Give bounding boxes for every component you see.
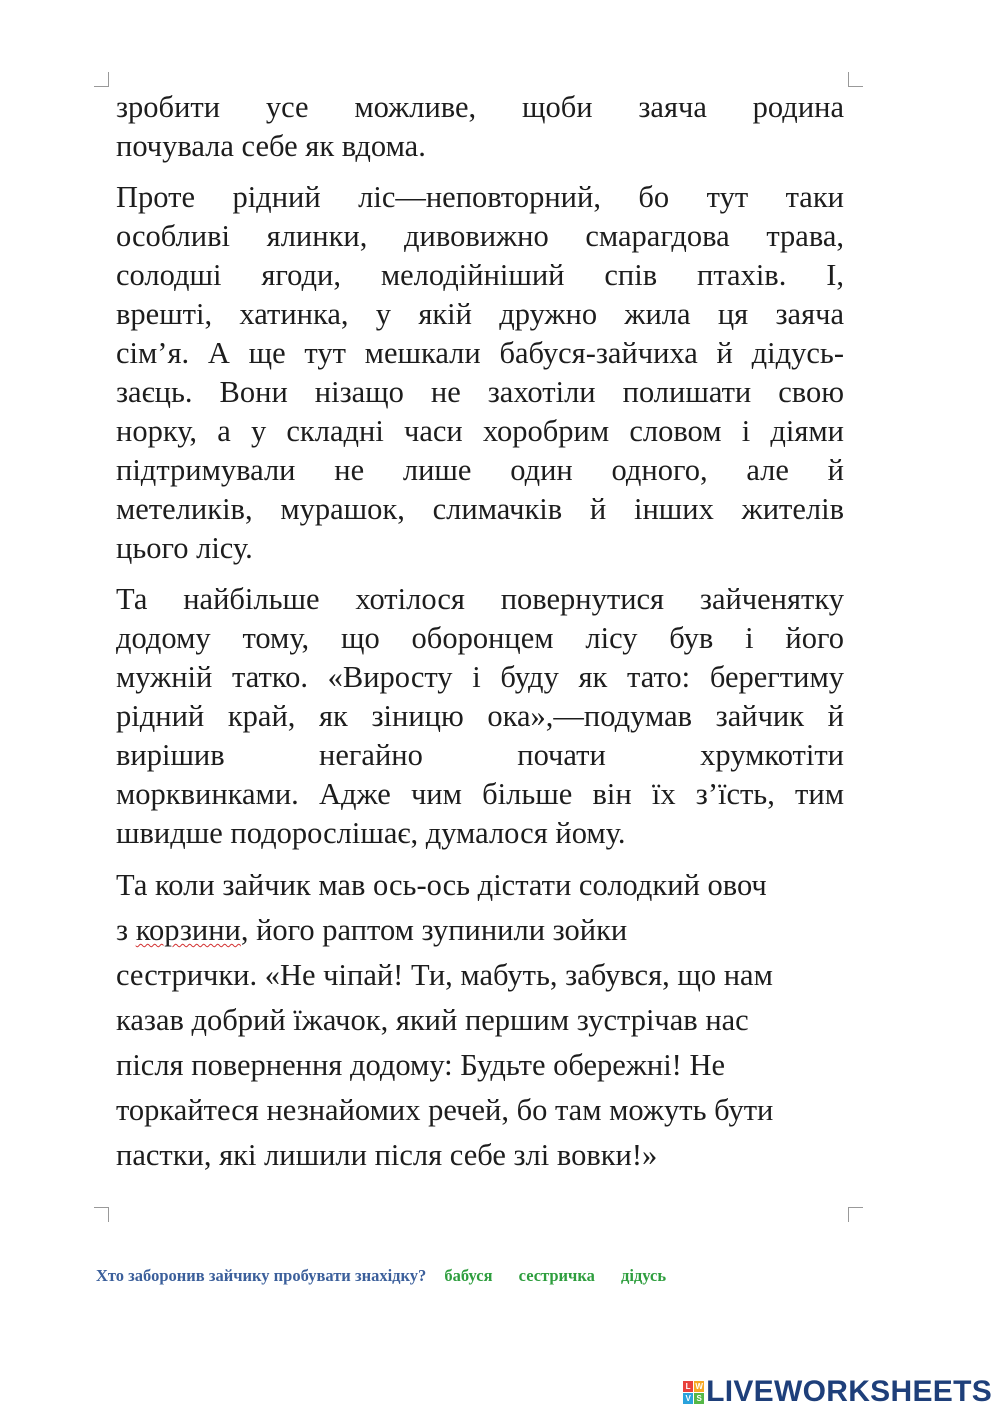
text-line: вирішив негайно почати хрумкотіти (116, 738, 844, 772)
text-line: солодші ягоди, мелодійніший спів птахів. І, (116, 258, 844, 292)
text-line: Та найбільше хотілося повернутися зайченятку (116, 582, 844, 616)
text-line: рідний край, як зіницю ока»,—подумав зайчик й (116, 699, 844, 733)
text-line: метеликів, мурашок, слимачків й інших жителів (116, 492, 844, 526)
liveworksheets-logo (683, 1375, 992, 1409)
quiz-question: Хто заборонив зайчику пробувати знахідку? (96, 1266, 427, 1285)
text-line: Проте рідний ліс—неповторний, бо тут таки (116, 180, 844, 214)
liveworksheets-logo-text: LIVEWORKSHEETS (706, 1375, 992, 1408)
logo-tile: W (695, 1381, 703, 1391)
page-corner-mark-top-left (94, 72, 109, 87)
paragraph-2 (116, 178, 844, 568)
text-line: казав добрий їжачок, який першим зустрічав нас (116, 1003, 749, 1037)
text-line: норку, а у складні часи хоробрим словом і діями (116, 414, 844, 448)
text-line: після повернення додому: Будьте обережні! Не (116, 1048, 726, 1082)
paragraph-4 (116, 863, 844, 1178)
text-line: сестрички. «Не чіпай! Ти, мабуть, забувся, що нам (116, 958, 773, 992)
text-line: сім’я. А ще тут мешкали бабуся-зайчиха й дідусь- (116, 336, 844, 370)
text-line: врешті, хатинка, у якій дружно жила ця заяча (116, 297, 844, 331)
text-line: мужній татко. «Виросту і буду як тато: берегтиму (116, 660, 844, 694)
logo-tile: L (683, 1381, 693, 1392)
text-line: заєць. Вони нізащо не захотіли полишати свою (116, 375, 844, 409)
page-corner-mark-bottom-right (848, 1207, 863, 1222)
document-text (116, 88, 844, 1178)
misspelled-word: корзини (135, 913, 241, 947)
text-line: Та коли зайчик мав ось-ось дістати солодкий овоч (116, 868, 767, 902)
text-line: особливі ялинки, дивовижно смарагдова трава, (116, 219, 844, 253)
text-line: цього лісу. (116, 531, 253, 565)
answer-option-sestrychka[interactable]: сестричка (518, 1266, 595, 1285)
answer-option-babusia[interactable]: бабуся (444, 1266, 493, 1285)
text-line: зробити усе можливе, щоби заяча родина (116, 90, 844, 124)
text-line: швидше подорослішає, думалося йому. (116, 816, 626, 850)
text-line: торкайтеся незнайомих речей, бо там можуть бути (116, 1093, 774, 1127)
text-fragment: з (116, 913, 136, 947)
text-line: пастки, які лишили після себе злі вовки!» (116, 1138, 658, 1172)
quiz-question-row (96, 1266, 896, 1286)
page-corner-mark-top-right (848, 72, 863, 87)
text-line: морквинками. Адже чим більше він їх з’їсть, тим (116, 777, 844, 811)
text-line: почувала себе як вдома. (116, 129, 426, 163)
text-line (116, 908, 844, 953)
text-fragment: , його раптом зупинили зойки (240, 913, 628, 947)
text-line: підтримували не лише один одного, але й (116, 453, 844, 487)
page-corner-mark-bottom-left (94, 1207, 109, 1222)
answer-option-didus[interactable]: дідусь (620, 1266, 667, 1285)
liveworksheets-logo-icon (683, 1381, 704, 1404)
paragraph-1 (116, 88, 844, 166)
logo-tile: V (683, 1393, 693, 1404)
text-line: додому тому, що оборонцем лісу був і його (116, 621, 844, 655)
paragraph-3 (116, 580, 844, 853)
logo-tile: S (694, 1393, 704, 1404)
